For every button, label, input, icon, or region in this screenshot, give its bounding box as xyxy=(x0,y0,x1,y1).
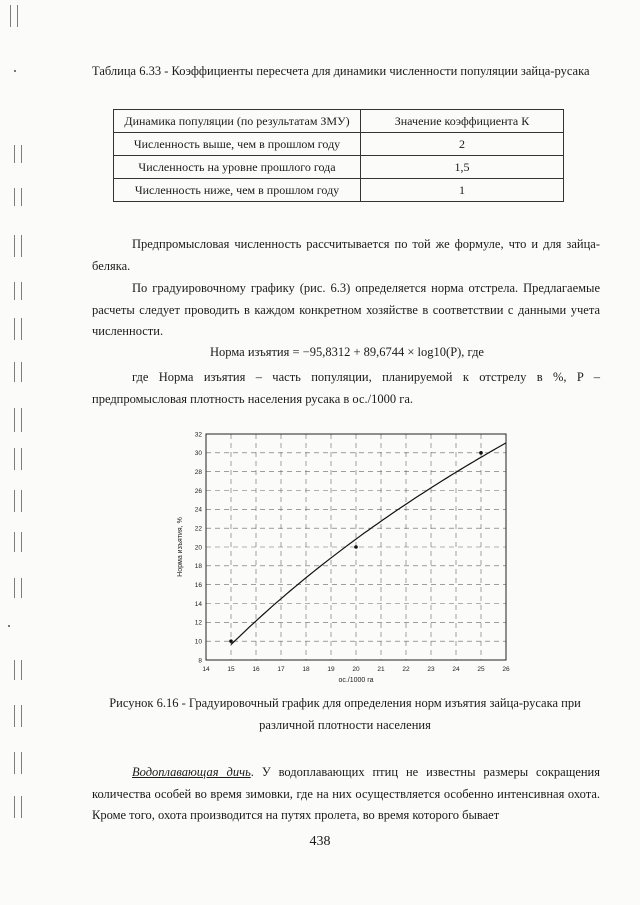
chart-series xyxy=(229,443,506,645)
table-header-row xyxy=(114,110,564,133)
scan-artifact xyxy=(14,235,22,257)
paragraph-waterfowl xyxy=(92,762,600,827)
paragraph-waterfowl-text: . У водоплавающих птиц не известны размеры сокращения количества особей во время зимовки, где на них осуществляется особенно интенсивная охота. Кроме того, охота производится на путях пролета, во время которого бывает xyxy=(92,765,600,822)
scan-artifact xyxy=(14,145,22,163)
table-cell: 1,5 xyxy=(361,156,564,179)
y-tick-label: 24 xyxy=(194,506,202,514)
scan-artifact xyxy=(14,796,22,818)
series-line-curve xyxy=(231,443,506,645)
scan-artifact xyxy=(14,752,22,774)
x-tick-label: 24 xyxy=(452,666,460,673)
scan-artifact xyxy=(14,532,22,552)
x-tick-label: 18 xyxy=(302,666,310,673)
formula: Норма изъятия = −95,8312 + 89,6744 × log10(P), где xyxy=(210,345,484,359)
x-tick-label: 14 xyxy=(202,666,210,673)
figure-caption: Рисунок 6.16 - Градуировочный график для определения норм изъятия зайца-русака при различной плотности населения xyxy=(109,696,581,732)
table-header-cell: Динамика популяции (по результатам ЗМУ) xyxy=(114,110,361,133)
x-tick-label: 25 xyxy=(477,666,485,673)
y-axis-label: Норма изъятия, % xyxy=(177,517,184,577)
scan-dot xyxy=(8,625,10,627)
x-tick-label: 17 xyxy=(277,666,285,673)
table-cell: Численность на уровне прошлого года xyxy=(114,156,361,179)
x-tick-label: 15 xyxy=(227,666,235,673)
scan-artifact xyxy=(14,705,22,727)
y-tick-label: 32 xyxy=(194,431,202,439)
paragraph-definitions: где Норма изъятия – часть популяции, планируемой к отстрелу в %, P – предпромысловая плотность населения русака в ос./1000 га. xyxy=(92,370,600,406)
scan-artifact xyxy=(10,5,18,27)
table-cell: 2 xyxy=(361,133,564,156)
x-tick-label: 16 xyxy=(252,666,260,673)
scan-artifact xyxy=(14,408,22,432)
table-cell: Численность ниже, чем в прошлом году xyxy=(114,179,361,202)
x-tick-label: 22 xyxy=(402,666,410,673)
x-tick-label: 21 xyxy=(377,666,385,673)
table-cell: Численность выше, чем в прошлом году xyxy=(114,133,361,156)
x-tick-label: 19 xyxy=(327,666,335,673)
y-tick-label: 18 xyxy=(194,563,202,571)
paragraph-graph: По градуировочному графику (рис. 6.3) определяется норма отстрела. Предлагаемые расчеты следует проводить в каждом конкретном хозяйстве в соответствии с данными учета численности. xyxy=(92,281,600,338)
y-tick-label: 10 xyxy=(194,638,202,646)
table-row xyxy=(114,133,564,156)
table-row xyxy=(114,179,564,202)
y-tick-label: 30 xyxy=(194,450,202,458)
table-caption: Таблица 6.33 - Коэффициенты пересчета для динамики численности популяции зайца-русака xyxy=(92,64,590,78)
y-tick-label: 14 xyxy=(194,600,202,608)
x-tick-label: 23 xyxy=(427,666,435,673)
x-tick-label: 20 xyxy=(352,666,360,673)
y-tick-label: 8 xyxy=(198,657,202,665)
y-tick-label: 20 xyxy=(194,544,202,552)
table-header-cell: Значение коэффициента К xyxy=(361,110,564,133)
y-tick-label: 26 xyxy=(194,487,202,495)
y-tick-label: 22 xyxy=(194,525,202,533)
scan-artifact xyxy=(14,490,22,512)
section-lead: Водоплавающая дичь xyxy=(132,765,251,779)
y-tick-label: 28 xyxy=(194,468,202,476)
y-tick-label: 12 xyxy=(194,619,202,627)
scan-artifact xyxy=(14,362,22,382)
page-number: 438 xyxy=(309,834,331,849)
paragraph-density: Предпромысловая численность рассчитывается по той же формуле, что и для зайца-беляка. xyxy=(92,237,600,273)
scan-artifact xyxy=(14,578,22,598)
scan-dot xyxy=(14,70,16,72)
x-tick-label: 26 xyxy=(502,666,510,673)
data-point xyxy=(354,545,358,549)
scan-artifact xyxy=(14,660,22,680)
data-point xyxy=(479,451,483,455)
scan-artifact xyxy=(14,282,22,300)
calibration-chart xyxy=(170,428,520,684)
scan-artifact xyxy=(14,448,22,470)
scan-artifact xyxy=(14,318,22,340)
data-point xyxy=(229,639,233,643)
coefficient-table xyxy=(113,109,564,202)
table-cell: 1 xyxy=(361,179,564,202)
table-row xyxy=(114,156,564,179)
x-axis-label: ос./1000 га xyxy=(338,677,374,684)
scan-artifact xyxy=(14,188,22,206)
y-tick-label: 16 xyxy=(194,581,202,589)
